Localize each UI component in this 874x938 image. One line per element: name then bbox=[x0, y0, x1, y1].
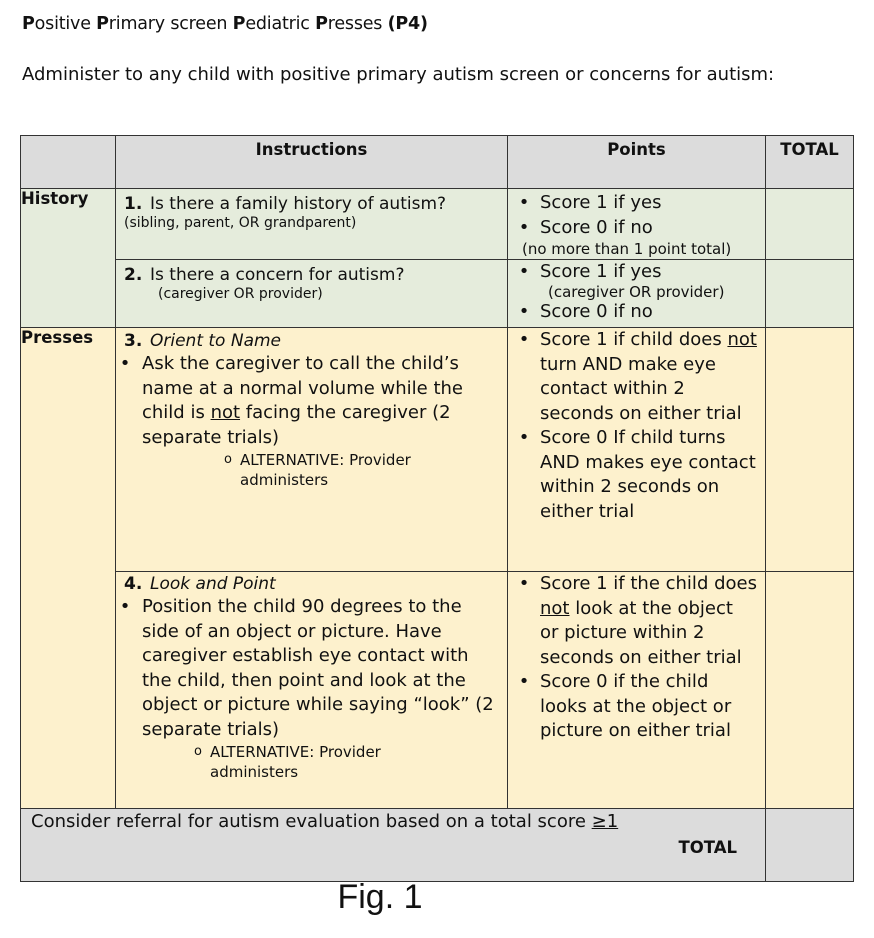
q2-subtext: (caregiver OR provider) bbox=[158, 286, 323, 302]
q1-instructions bbox=[116, 189, 508, 260]
bullet-icon: • bbox=[518, 671, 530, 692]
bullet-icon: • bbox=[518, 261, 530, 282]
history-label: History bbox=[21, 189, 116, 328]
history-q1-row bbox=[21, 189, 854, 260]
presses-label: Presses bbox=[21, 328, 116, 809]
q4-total-cell bbox=[766, 572, 854, 809]
bullet-icon: • bbox=[518, 329, 530, 350]
sub-bullet-icon: o bbox=[194, 744, 202, 759]
list-item: • Score 0 if the child looks at the object or picture on either trial bbox=[508, 670, 765, 744]
q1-points bbox=[508, 189, 766, 260]
q2-number: 2. bbox=[124, 265, 143, 285]
table-header-row bbox=[21, 136, 854, 189]
q4-alternative: o ALTERNATIVE: Provider administers bbox=[116, 742, 507, 782]
list-item: • Score 1 if yes bbox=[508, 261, 765, 283]
q3-number: 3. bbox=[124, 331, 143, 351]
list-item: • Ask the caregiver to call the child’s name at a normal volume while the child is not facing the caregiver (2 separate trials) bbox=[116, 352, 507, 450]
bullet-icon: • bbox=[518, 216, 530, 238]
q1-total-cell bbox=[766, 189, 854, 260]
list-item: • Score 1 if yes bbox=[508, 191, 765, 216]
score-threshold: ≥1 bbox=[591, 811, 619, 832]
list-item: • Score 0 if no bbox=[508, 301, 765, 323]
header-points: Points bbox=[508, 136, 766, 189]
footer-row bbox=[21, 809, 854, 882]
history-q2-row bbox=[21, 260, 854, 328]
q3-instructions bbox=[116, 328, 508, 572]
header-blank-cell bbox=[21, 136, 116, 189]
list-item: • Score 1 if the child does not look at the object or picture within 2 seconds on either trial bbox=[508, 572, 765, 670]
q2-point1-subtext: (caregiver OR provider) bbox=[548, 283, 725, 301]
sub-bullet-icon: o bbox=[224, 452, 232, 467]
q1-question: Is there a family history of autism? bbox=[150, 194, 447, 214]
q1-subtext: (sibling, parent, OR grandparent) bbox=[124, 215, 357, 231]
list-item: • Score 0 if no bbox=[508, 216, 765, 241]
presses-q3-row bbox=[21, 328, 854, 572]
q2-instructions bbox=[116, 260, 508, 328]
q3-alternative: o ALTERNATIVE: Provider administers bbox=[116, 450, 507, 490]
q4-number: 4. bbox=[124, 574, 143, 594]
bullet-icon: • bbox=[119, 596, 131, 617]
q4-title: Look and Point bbox=[150, 574, 276, 594]
presses-q4-row bbox=[21, 572, 854, 809]
list-item: • Score 1 if child does not turn AND make eye contact within 2 seconds on either trial bbox=[508, 328, 765, 426]
intro-text: Administer to any child with positive primary autism screen or concerns for autism: bbox=[22, 64, 775, 85]
footer-cell bbox=[21, 809, 766, 882]
q2-question: Is there a concern for autism? bbox=[150, 265, 405, 285]
bullet-icon: • bbox=[518, 192, 530, 213]
list-item: • Score 0 If child turns AND makes eye contact within 2 seconds on either trial bbox=[508, 426, 765, 524]
q3-title: Orient to Name bbox=[150, 331, 282, 351]
header-total: TOTAL bbox=[766, 136, 854, 189]
q4-points bbox=[508, 572, 766, 809]
q3-points bbox=[508, 328, 766, 572]
q4-instructions bbox=[116, 572, 508, 809]
bullet-icon: • bbox=[518, 573, 530, 594]
q1-number: 1. bbox=[124, 194, 143, 214]
referral-note: Consider referral for autism evaluation based on a total score ≥1 bbox=[31, 811, 619, 832]
bullet-icon: • bbox=[119, 353, 131, 374]
grand-total-cell bbox=[766, 809, 854, 882]
footer-total-label: TOTAL bbox=[678, 838, 737, 857]
list-item: • Position the child 90 degrees to the side of an object or picture. Have caregiver establish eye contact with the child, then point and look at the object or picture while saying “look” (2 separate trials) bbox=[116, 595, 507, 742]
q1-points-note: (no more than 1 point total) bbox=[522, 240, 732, 258]
q3-total-cell bbox=[766, 328, 854, 572]
header-instructions: Instructions bbox=[116, 136, 508, 189]
bullet-icon: • bbox=[518, 427, 530, 448]
q2-points bbox=[508, 260, 766, 328]
figure-caption: Fig. 1 bbox=[337, 878, 423, 916]
document-title: Positive Primary screen Pediatric Presses (P4) bbox=[22, 14, 428, 34]
p4-screening-table bbox=[20, 135, 854, 882]
bullet-icon: • bbox=[518, 301, 530, 322]
q2-total-cell bbox=[766, 260, 854, 328]
